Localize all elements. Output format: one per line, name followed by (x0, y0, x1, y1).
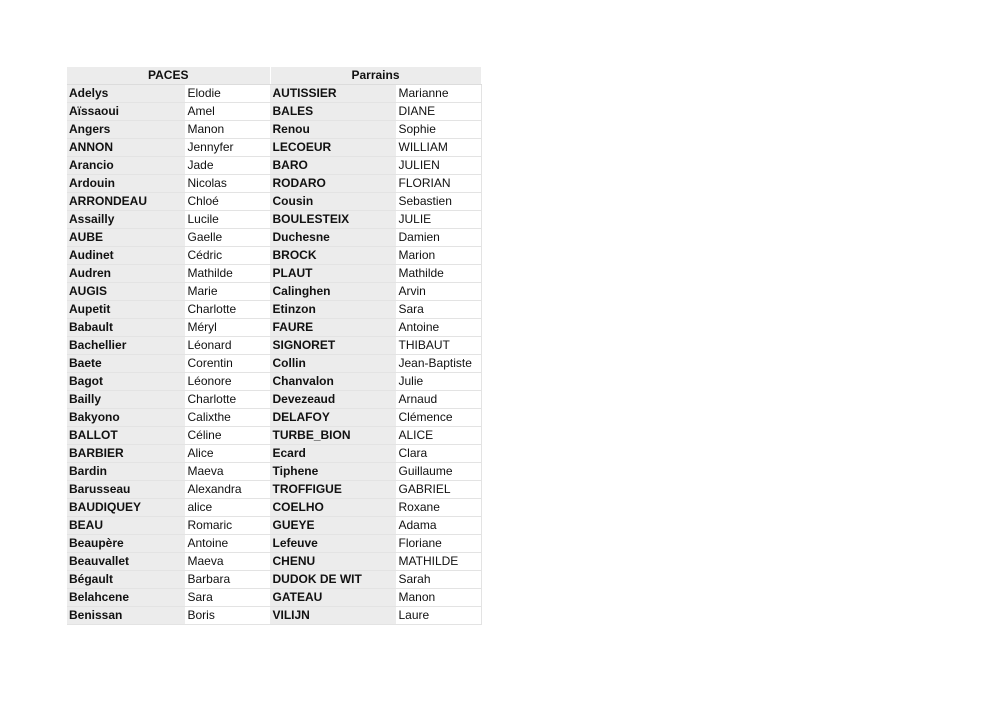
table-row (67, 517, 481, 535)
paces-first-name: Jennyfer (185, 139, 270, 157)
parrain-last-name: Renou (270, 121, 396, 139)
table-row (67, 265, 481, 283)
paces-first-name: Calixthe (185, 409, 270, 427)
parrain-last-name: FAURE (270, 319, 396, 337)
parrain-last-name: Cousin (270, 193, 396, 211)
table-row (67, 463, 481, 481)
table-row (67, 373, 481, 391)
parrain-last-name: Etinzon (270, 301, 396, 319)
table-row (67, 499, 481, 517)
paces-first-name: alice (185, 499, 270, 517)
table-row (67, 337, 481, 355)
paces-first-name: Manon (185, 121, 270, 139)
paces-last-name: Bagot (67, 373, 185, 391)
paces-first-name: Boris (185, 607, 270, 625)
parrain-first-name: Sara (396, 301, 481, 319)
parrain-first-name: Jean-Baptiste (396, 355, 481, 373)
paces-first-name: Sara (185, 589, 270, 607)
table-row (67, 481, 481, 499)
table-row (67, 607, 481, 625)
parrain-last-name: BROCK (270, 247, 396, 265)
parrain-first-name: Guillaume (396, 463, 481, 481)
paces-last-name: Angers (67, 121, 185, 139)
parrain-first-name: Arvin (396, 283, 481, 301)
paces-last-name: Adelys (67, 85, 185, 103)
parrain-first-name: FLORIAN (396, 175, 481, 193)
paces-first-name: Amel (185, 103, 270, 121)
parrain-first-name: Marianne (396, 85, 481, 103)
paces-last-name: BEAU (67, 517, 185, 535)
paces-last-name: Babault (67, 319, 185, 337)
parrain-last-name: Duchesne (270, 229, 396, 247)
parrain-first-name: Antoine (396, 319, 481, 337)
table-row (67, 157, 481, 175)
paces-header: PACES (67, 67, 270, 85)
parrain-first-name: Roxane (396, 499, 481, 517)
parrain-first-name: ALICE (396, 427, 481, 445)
parrain-first-name: THIBAUT (396, 337, 481, 355)
paces-first-name: Cédric (185, 247, 270, 265)
paces-first-name: Mathilde (185, 265, 270, 283)
paces-last-name: Audren (67, 265, 185, 283)
paces-last-name: Bailly (67, 391, 185, 409)
paces-first-name: Nicolas (185, 175, 270, 193)
paces-last-name: BALLOT (67, 427, 185, 445)
paces-last-name: Assailly (67, 211, 185, 229)
parrain-first-name: JULIEN (396, 157, 481, 175)
parrain-first-name: Floriane (396, 535, 481, 553)
paces-last-name: Belahcene (67, 589, 185, 607)
paces-last-name: Bakyono (67, 409, 185, 427)
paces-last-name: ARRONDEAU (67, 193, 185, 211)
paces-first-name: Elodie (185, 85, 270, 103)
parrain-first-name: Manon (396, 589, 481, 607)
parrain-first-name: JULIE (396, 211, 481, 229)
parrain-last-name: TURBE_BION (270, 427, 396, 445)
table-row (67, 139, 481, 157)
parrain-last-name: DELAFOY (270, 409, 396, 427)
paces-first-name: Maeva (185, 553, 270, 571)
paces-last-name: Baete (67, 355, 185, 373)
parrain-first-name: MATHILDE (396, 553, 481, 571)
parrain-last-name: DUDOK DE WIT (270, 571, 396, 589)
paces-last-name: AUBE (67, 229, 185, 247)
paces-last-name: Bachellier (67, 337, 185, 355)
table-row (67, 391, 481, 409)
parrain-first-name: Mathilde (396, 265, 481, 283)
parrains-header: Parrains (270, 67, 481, 85)
parrain-last-name: VILIJN (270, 607, 396, 625)
paces-last-name: Ardouin (67, 175, 185, 193)
table-row (67, 193, 481, 211)
table-row (67, 553, 481, 571)
parrain-last-name: Lefeuve (270, 535, 396, 553)
table-row (67, 409, 481, 427)
paces-first-name: Charlotte (185, 301, 270, 319)
pairing-table (67, 67, 482, 625)
parrain-first-name: WILLIAM (396, 139, 481, 157)
paces-last-name: Bégault (67, 571, 185, 589)
table-row (67, 247, 481, 265)
paces-first-name: Charlotte (185, 391, 270, 409)
paces-first-name: Marie (185, 283, 270, 301)
paces-last-name: Arancio (67, 157, 185, 175)
paces-last-name: Bardin (67, 463, 185, 481)
table-row (67, 427, 481, 445)
table-row (67, 85, 481, 103)
parrain-last-name: BOULESTEIX (270, 211, 396, 229)
paces-first-name: Romaric (185, 517, 270, 535)
paces-first-name: Antoine (185, 535, 270, 553)
table-row (67, 229, 481, 247)
paces-last-name: Benissan (67, 607, 185, 625)
table-row (67, 319, 481, 337)
parrain-last-name: Ecard (270, 445, 396, 463)
parrain-last-name: BALES (270, 103, 396, 121)
parrain-first-name: GABRIEL (396, 481, 481, 499)
table-row (67, 121, 481, 139)
parrain-first-name: Clara (396, 445, 481, 463)
parrain-first-name: Arnaud (396, 391, 481, 409)
paces-first-name: Alexandra (185, 481, 270, 499)
paces-last-name: BARBIER (67, 445, 185, 463)
paces-first-name: Gaelle (185, 229, 270, 247)
parrain-last-name: RODARO (270, 175, 396, 193)
paces-first-name: Léonore (185, 373, 270, 391)
parrain-last-name: Devezeaud (270, 391, 396, 409)
paces-last-name: Beaupère (67, 535, 185, 553)
parrain-last-name: COELHO (270, 499, 396, 517)
paces-first-name: Jade (185, 157, 270, 175)
table-row (67, 589, 481, 607)
parrain-last-name: BARO (270, 157, 396, 175)
table-row (67, 445, 481, 463)
table-row (67, 175, 481, 193)
paces-first-name: Léonard (185, 337, 270, 355)
table-row (67, 535, 481, 553)
table-body (67, 85, 481, 625)
parrain-first-name: Sarah (396, 571, 481, 589)
parrain-first-name: Laure (396, 607, 481, 625)
paces-last-name: Beauvallet (67, 553, 185, 571)
parrain-first-name: Sebastien (396, 193, 481, 211)
header-row (67, 67, 481, 85)
paces-last-name: Barusseau (67, 481, 185, 499)
parrain-last-name: Tiphene (270, 463, 396, 481)
parrain-last-name: LECOEUR (270, 139, 396, 157)
paces-last-name: BAUDIQUEY (67, 499, 185, 517)
paces-first-name: Méryl (185, 319, 270, 337)
parrain-first-name: Marion (396, 247, 481, 265)
parrain-last-name: GUEYE (270, 517, 396, 535)
paces-last-name: Audinet (67, 247, 185, 265)
parrain-first-name: Clémence (396, 409, 481, 427)
paces-first-name: Maeva (185, 463, 270, 481)
parrain-last-name: AUTISSIER (270, 85, 396, 103)
table-row (67, 211, 481, 229)
paces-first-name: Alice (185, 445, 270, 463)
parrain-first-name: Damien (396, 229, 481, 247)
paces-last-name: Aïssaoui (67, 103, 185, 121)
parrain-first-name: DIANE (396, 103, 481, 121)
paces-first-name: Corentin (185, 355, 270, 373)
parrain-last-name: GATEAU (270, 589, 396, 607)
paces-last-name: Aupetit (67, 301, 185, 319)
table-row (67, 301, 481, 319)
table-row (67, 355, 481, 373)
parrain-last-name: Calinghen (270, 283, 396, 301)
table-row (67, 283, 481, 301)
parrain-last-name: PLAUT (270, 265, 396, 283)
parrain-last-name: SIGNORET (270, 337, 396, 355)
paces-first-name: Barbara (185, 571, 270, 589)
parrain-last-name: CHENU (270, 553, 396, 571)
parrain-last-name: Chanvalon (270, 373, 396, 391)
parrain-first-name: Sophie (396, 121, 481, 139)
parrain-last-name: TROFFIGUE (270, 481, 396, 499)
paces-first-name: Lucile (185, 211, 270, 229)
parrain-first-name: Adama (396, 517, 481, 535)
paces-first-name: Chloé (185, 193, 270, 211)
paces-last-name: AUGIS (67, 283, 185, 301)
table-row (67, 103, 481, 121)
paces-first-name: Céline (185, 427, 270, 445)
parrain-last-name: Collin (270, 355, 396, 373)
table-row (67, 571, 481, 589)
paces-last-name: ANNON (67, 139, 185, 157)
parrain-first-name: Julie (396, 373, 481, 391)
